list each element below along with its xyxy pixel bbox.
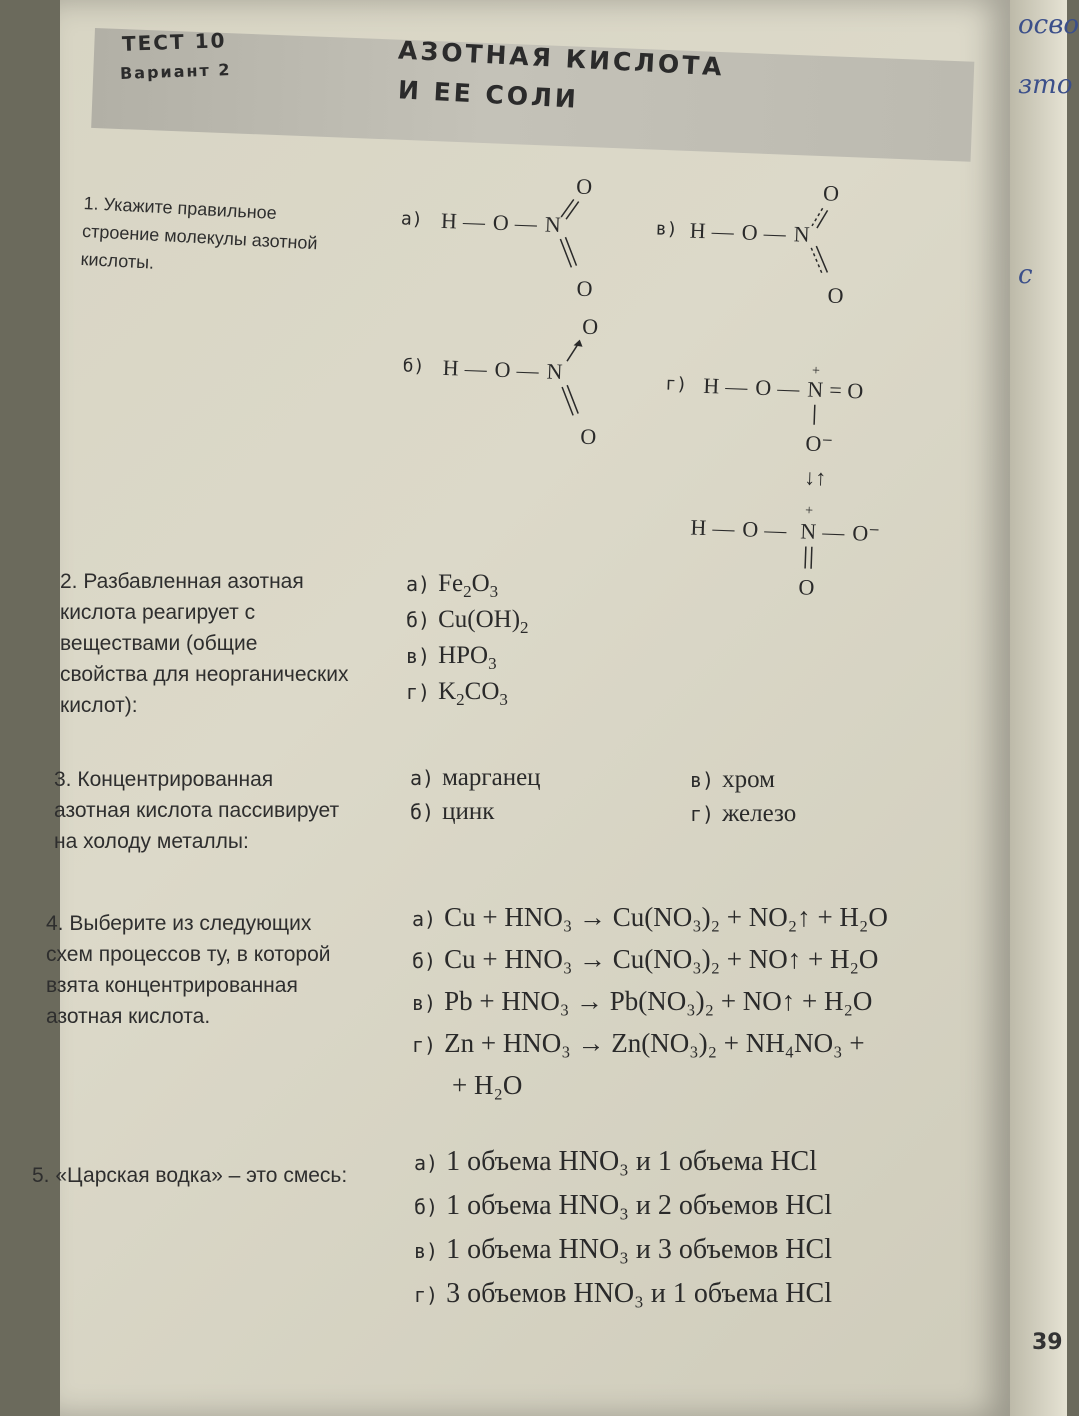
option-label: а) [406,572,431,596]
q3-answer-a[interactable]: а) марганец [410,764,541,791]
q4-answer-g[interactable]: г) Zn + HNO₃ → Zn(NO₃)₂ + NH₄NO₃ + [412,1028,865,1058]
atom-o: O [741,219,759,245]
atom-o: O [742,516,759,542]
option-label: б) [402,355,425,378]
variant-label: Вариант 2 [119,60,232,83]
option-label: г) [406,680,431,704]
atom-o: O [754,374,772,401]
bond: — [821,519,845,545]
test-number: ТЕСТ 10 [121,28,227,56]
option-label: в) [406,644,431,668]
bond: = [828,377,843,403]
bond: — [516,357,540,384]
atom-n: N [793,221,811,247]
question-5-text: 5. «Царская водка» – это смесь: [32,1164,348,1187]
q2-answer-v[interactable]: в) $HPO_3$ [406,642,497,673]
atom-o: O [576,275,593,302]
atom-n: N [546,358,563,384]
page-title: АЗОТНАЯ КИСЛОТА [397,35,726,82]
question-4-text: 4. Выберите из следующих схем процессов ту, в которой взята концентрированная азотная кислота. [46,912,331,1028]
bond: — [763,220,787,246]
handwritten-note: зто [1018,70,1073,100]
bond: — [464,355,488,382]
atom-n: N [806,376,824,403]
resonance-arrows: ↓↑ [803,464,827,491]
option-label: в) [655,218,678,241]
page-title-line2: И ЕЕ СОЛИ [397,75,580,114]
question-2-text: 2. Разбавленная азотная кислота реагирует с веществами (общие свойства для неорганических кислот): [60,570,349,717]
bond: — [712,515,735,542]
q3-answer-b[interactable]: б) цинк [410,798,495,825]
structure-g [658,356,927,615]
structure-v [652,174,977,335]
handwritten-note: осво [1018,10,1079,40]
atom-o: O [846,377,864,404]
atom-n: N [799,518,817,544]
q5-answer-a[interactable]: а) 1 объема HNO₃ и 1 объема HCl [414,1146,817,1177]
bond: — [763,517,787,543]
handwritten-note: с [1018,260,1033,290]
q3-answer-g[interactable]: г) железо [690,800,797,827]
atom-h: H [440,207,458,234]
q4-answer-v[interactable]: в) Pb + HNO₃ → Pb(NO₃)₂ + NO↑ + H₂O [412,986,873,1016]
option-label: а) [400,208,424,231]
option-label: г) [665,373,688,396]
option-label: б) [406,608,431,632]
atom-o: O [581,313,599,340]
atom-h: H [689,217,707,244]
q2-answer-b[interactable]: б) $Cu(OH)_2$ [406,606,529,637]
page-number: 39 [1032,1330,1063,1355]
q3-answer-v[interactable]: в) хром [690,766,775,793]
q2-answer-a[interactable]: а) $Fe_2O_3$ [406,570,499,601]
bond: — [514,210,538,237]
facing-page-edge [1010,0,1067,1416]
atom-o: O [822,180,840,206]
charge-plus: + [804,503,814,519]
q4-answer-b[interactable]: б) Cu + HNO₃ → Cu(NO₃)₂ + NO↑ + H₂O [412,944,879,974]
atom-o: O [492,209,510,236]
q4-answer-g-continuation: + H₂O [452,1070,523,1100]
q5-answer-v[interactable]: в) 1 объема HNO₃ и 3 объемов HCl [414,1234,832,1265]
atom-h: H [442,354,460,381]
atom-o: O [579,423,597,450]
q4-answer-a[interactable]: а) Cu + HNO₃ → Cu(NO₃)₂ + NO₂↑ + H₂O [412,902,888,932]
atom-n: N [544,211,562,238]
atom-o-minus: O⁻ [851,520,881,547]
atom-o: O [827,282,844,309]
bond: — [724,373,748,400]
q2-answer-g[interactable]: г) $K_2CO_3$ [406,678,508,709]
q5-answer-g[interactable]: г) 3 объемов HNO₃ и 1 объема HCl [414,1278,832,1309]
bond: — [711,218,735,245]
atom-o: O [798,574,815,600]
question-3-text: 3. Концентрированная азотная кислота пассивирует на холоду металлы: [54,768,340,853]
atom-o-minus: O⁻ [805,430,834,457]
q5-answer-b[interactable]: б) 1 объема HNO₃ и 2 объемов HCl [414,1190,832,1221]
question-1-text: 1. Укажите правильное строение молекулы азотной кислоты. [80,192,319,273]
bond: — [462,208,486,235]
atom-o: O [494,356,512,383]
atom-o: O [575,173,593,200]
atom-h: H [690,514,707,541]
charge-plus: + [811,363,821,379]
atom-h: H [702,372,720,399]
bond: — [776,375,800,402]
